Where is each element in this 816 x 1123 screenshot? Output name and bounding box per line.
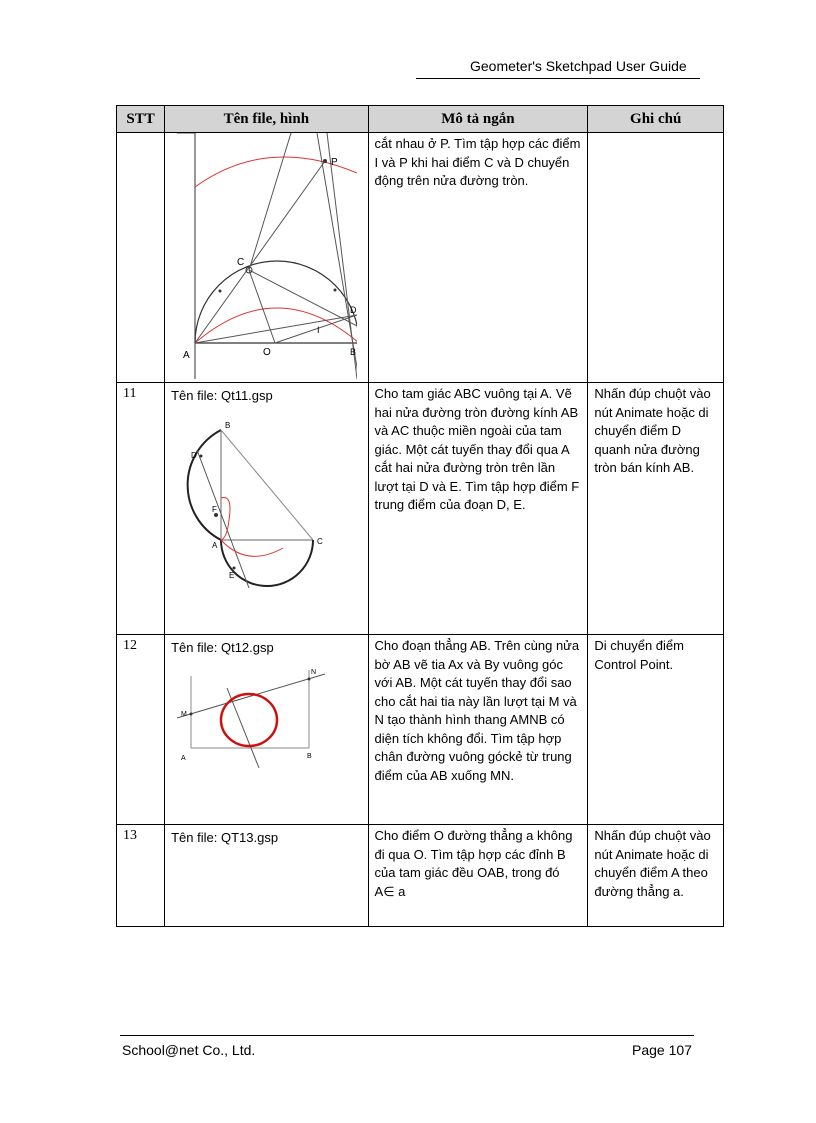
column-header-file: Tên file, hình — [165, 106, 368, 133]
figure-label: A — [183, 350, 190, 361]
table-row — [117, 825, 724, 927]
footer-page-number: Page 107 — [632, 1042, 692, 1058]
row-stt: 12 — [117, 635, 165, 825]
table-header-row — [117, 106, 724, 133]
figure-label: C — [317, 536, 323, 546]
row-file — [165, 825, 368, 927]
footer-company: School@net Co., Ltd. — [122, 1042, 256, 1058]
column-header-description: Mô tả ngắn — [368, 106, 588, 133]
row-file — [165, 133, 368, 383]
figure-label: A — [212, 540, 218, 550]
header-title: Geometer's Sketchpad User Guide — [470, 58, 687, 74]
row-note: Nhấn đúp chuột vào nút Animate hoặc di chuyển điểm A theo đường thẳng a. — [588, 825, 724, 927]
figure-label: C — [237, 257, 245, 268]
row-description: Cho điểm O đường thẳng a không đi qua O. Tìm tập hợp các đỉnh B của tam giác đều OAB, trong đó A∈ a — [368, 825, 588, 927]
row-note: Di chuyển điểm Control Point. — [588, 635, 724, 825]
row-file — [165, 635, 368, 825]
row-stt: 13 — [117, 825, 165, 927]
figure-label: O — [263, 347, 271, 358]
table-row — [117, 383, 724, 635]
figure-label: D — [191, 450, 197, 460]
figure-label: B — [225, 420, 231, 430]
row-file — [165, 383, 368, 635]
figure-label: I — [317, 325, 320, 335]
figure-label: D — [350, 305, 357, 315]
figure-label: E — [229, 570, 235, 580]
column-header-stt: STT — [117, 106, 165, 133]
figure-label: B — [350, 347, 357, 357]
guide-table — [116, 105, 724, 927]
header-rule — [416, 78, 700, 79]
figure-label: P — [331, 157, 338, 168]
row-file-name: Tên file: Qt12.gsp — [171, 640, 274, 655]
row-description: Cho tam giác ABC vuông tại A. Vẽ hai nửa đường tròn đường kính AB và AC thuộc miền ngoài của tam giác. Một cát tuyến thay đổi qua A cắt hai nửa đường tròn trên lần lượt tại D và E. Tìm tập hợp điểm F trung điểm của đoạn D, E. — [368, 383, 588, 635]
figure-label: B — [307, 752, 312, 760]
figure-11 — [171, 408, 341, 598]
footer-rule — [120, 1035, 694, 1036]
row-note: Nhấn đúp chuột vào nút Animate hoặc di chuyển điểm D quanh nửa đường tròn bán kính AB. — [588, 383, 724, 635]
row-stt: 11 — [117, 383, 165, 635]
row-note — [588, 133, 724, 383]
figure-label: N — [311, 668, 317, 676]
row-file-name: Tên file: Qt11.gsp — [171, 388, 273, 403]
row-file-name: Tên file: QT13.gsp — [171, 830, 279, 845]
row-description: Cho đoạn thẳng AB. Trên cùng nửa bờ AB vẽ tia Ax và By vuông góc với AB. Một cát tuyến thay đổi sao cho cắt hai tia này lần lượt tại M và N tạo thành hình thang AMNB có diện tích không đổi. Tìm tập hợp chân đường vuông góckẻ từ trung điểm của AB xuống MN. — [368, 635, 588, 825]
figure-label: A — [181, 754, 186, 762]
row-stt — [117, 133, 165, 383]
figure-10 — [167, 133, 357, 379]
row-description: cắt nhau ở P. Tìm tập hợp các điểm I và P khi hai điểm C và D chuyển động trên nửa đường tròn. — [368, 133, 588, 383]
figure-12 — [171, 660, 341, 770]
column-header-note: Ghi chú — [588, 106, 724, 133]
figure-label: F — [212, 504, 217, 514]
table-row — [117, 635, 724, 825]
figure-label: M — [181, 710, 187, 718]
table-row — [117, 133, 724, 383]
